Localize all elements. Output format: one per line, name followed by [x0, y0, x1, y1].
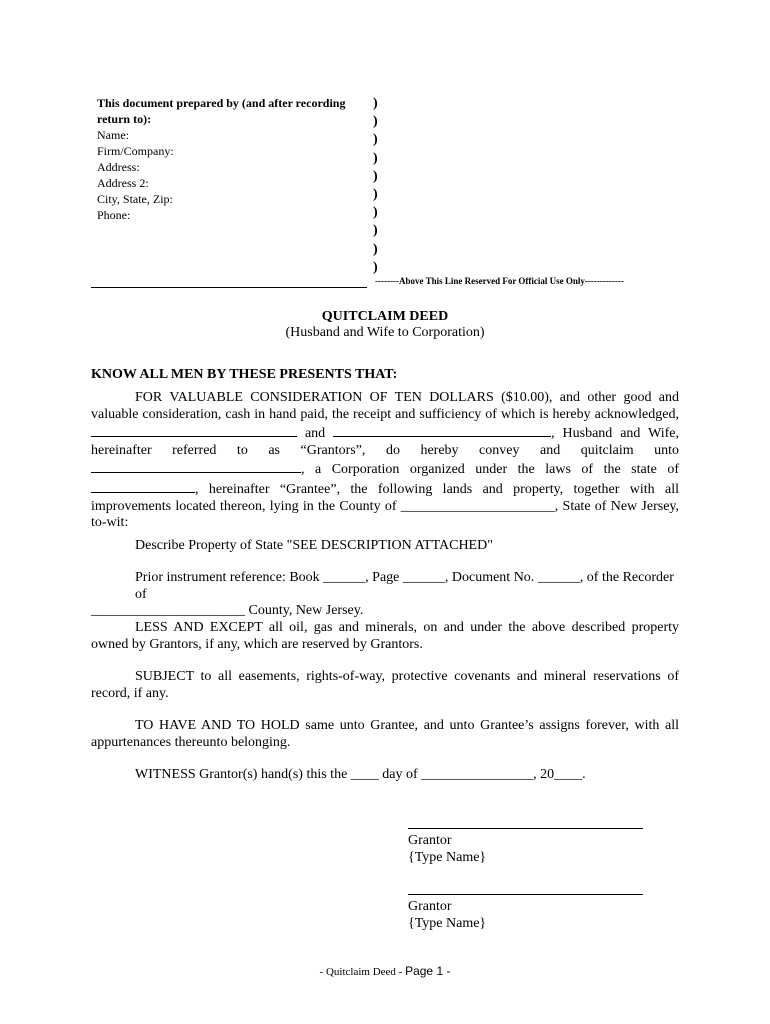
less-except-paragraph: LESS AND EXCEPT all oil, gas and minerals, on and under the above described property owned by Grantors, if any, which are reserved by Grantors.	[91, 620, 679, 652]
paren: )	[373, 132, 378, 148]
consideration-paragraph	[91, 390, 679, 532]
grantor-role-1: Grantor	[408, 833, 452, 848]
footer-doc-name: - Quitclaim Deed -	[319, 966, 406, 978]
and-text: and	[304, 426, 326, 442]
prepared-by-heading-cont: return to):	[97, 112, 152, 126]
paren: )	[373, 223, 378, 239]
paren: )	[373, 114, 378, 130]
husband-wife-text: , Husband and Wife, hereinafter referred to as “Grantors”, do hereby convey and quitclaim unto	[91, 426, 680, 458]
footer-page-number: Page 1 -	[405, 964, 451, 978]
paren: )	[373, 96, 378, 111]
grantor-signature-line-1[interactable]	[408, 828, 643, 829]
official-use-notice	[375, 276, 624, 286]
grantor2-blank[interactable]	[333, 423, 551, 437]
consideration-text: FOR VALUABLE CONSIDERATION OF TEN DOLLARS ($10.00), and other good and valuable consideration, cash in hand paid, the receipt and sufficiency of which is hereby acknowledged,	[91, 390, 679, 422]
to-have-paragraph: TO HAVE AND TO HOLD same unto Grantee, and unto Grantee’s assigns forever, with all appurtenances thereunto belonging.	[91, 718, 679, 750]
paren: )	[373, 150, 378, 166]
reserved-trail-dashes: -------------	[584, 276, 624, 286]
prior-instrument-line1: Prior instrument reference: Book ______, Page ______, Document No. ______, of the Recorder of	[135, 570, 674, 602]
grantor-name-2: {Type Name}	[408, 916, 487, 931]
corp-text: , a Corporation organized under the laws of the state of	[301, 462, 679, 478]
grantor-signature-line-2[interactable]	[408, 894, 643, 895]
paren: )	[373, 259, 378, 275]
grantor-signature-block-2	[408, 898, 486, 932]
document-title: QUITCLAIM DEED	[321, 309, 449, 324]
state-end-text: , State of New Jersey, to-wit:	[91, 498, 680, 531]
document-subtitle: (Husband and Wife to Corporation)	[285, 325, 485, 340]
paren: )	[373, 187, 378, 203]
prior-instrument-paragraph	[91, 570, 679, 620]
subject-paragraph: SUBJECT to all easements, rights-of-way, protective covenants and mineral reservations of record, if any.	[91, 669, 679, 701]
paren: )	[373, 205, 378, 221]
state-blank[interactable]	[91, 479, 195, 493]
city-state-zip-label: City, State, Zip:	[97, 192, 173, 206]
county-blank[interactable]: ______________________	[400, 498, 555, 514]
grantor1-blank[interactable]	[91, 423, 297, 437]
grantor-role-2: Grantor	[408, 899, 452, 914]
page-footer	[0, 964, 770, 978]
prepared-by-heading: This document prepared by (and after recording	[97, 96, 346, 110]
describe-property: Describe Property of State "SEE DESCRIPTION ATTACHED"	[135, 538, 493, 553]
grantee-text: , hereinafter “Grantee”, the following lands and property, together with all improvements located thereon, lying in the County of	[91, 481, 679, 514]
grantee-blank[interactable]	[91, 459, 301, 473]
firm-label: Firm/Company:	[97, 144, 174, 158]
address2-label: Address 2:	[97, 176, 149, 190]
address-label: Address:	[97, 160, 140, 174]
know-all-heading: KNOW ALL MEN BY THESE PRESENTS THAT:	[91, 367, 398, 382]
reserved-lead-dashes: --------	[375, 276, 399, 286]
phone-label: Phone:	[97, 208, 131, 222]
grantor-name-1: {Type Name}	[408, 850, 487, 865]
prior-instrument-line2: ______________________ County, New Jersey.	[91, 603, 364, 619]
prepared-by-block	[97, 95, 367, 223]
witness-paragraph: WITNESS Grantor(s) hand(s) this the ____ day of ________________, 20____.	[135, 767, 586, 782]
prepared-by-rule	[91, 287, 367, 288]
reserved-text: Above This Line Reserved For Official Use Only	[398, 276, 585, 286]
paren-column	[373, 95, 378, 277]
paren: )	[373, 168, 378, 184]
paren: )	[373, 241, 378, 257]
grantor-signature-block-1	[408, 832, 486, 866]
name-label: Name:	[97, 128, 129, 142]
